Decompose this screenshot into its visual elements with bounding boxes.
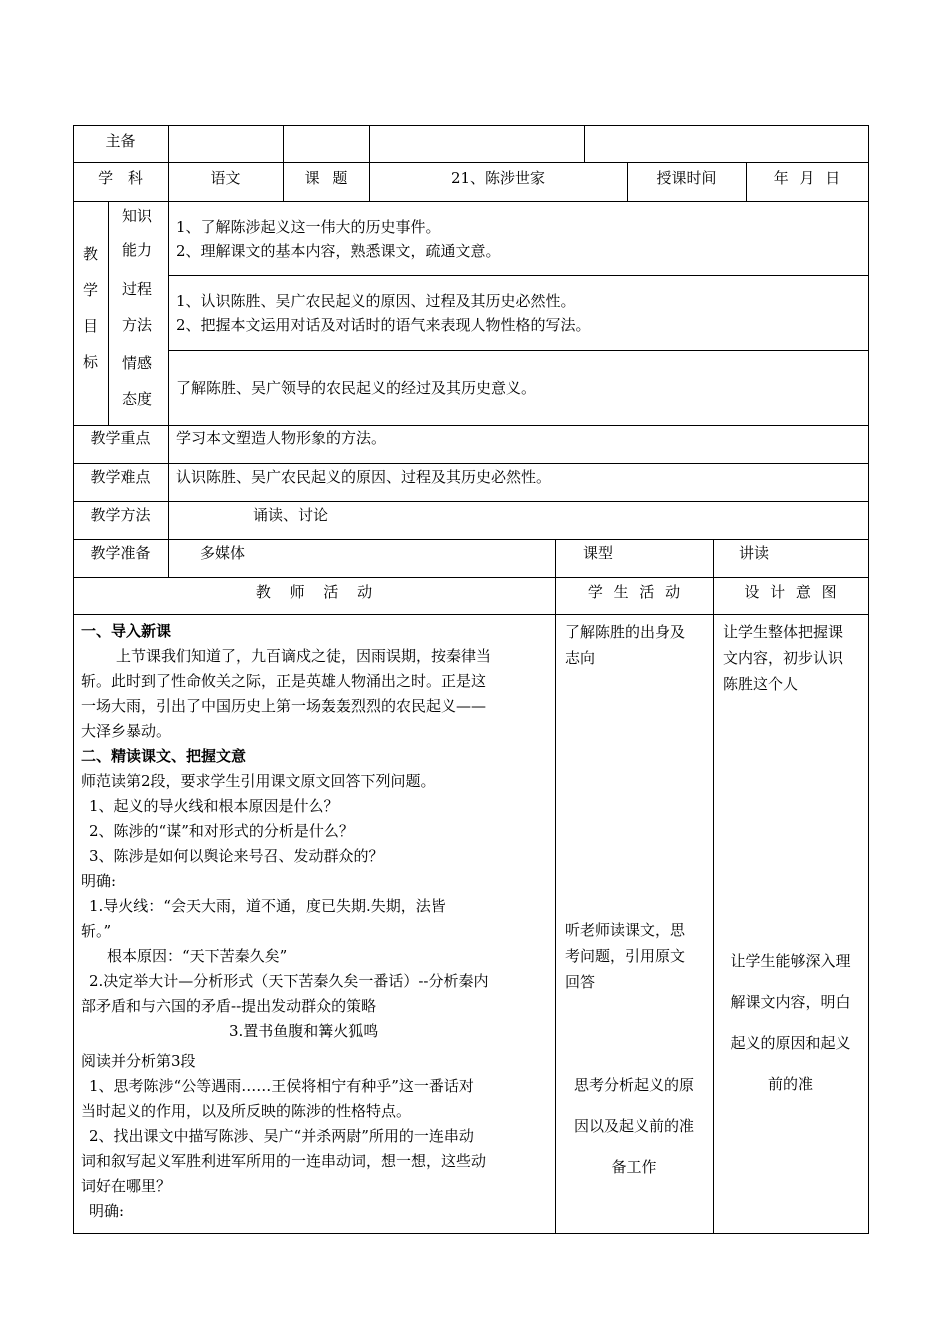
topic-label: 课 题	[304, 169, 348, 187]
section-2-line: 1.导火线：“会天大雨，道不通，度已失期.失期，法皆	[89, 897, 446, 915]
topic-value: 21、陈涉世家	[450, 169, 546, 187]
section-2-line: 明确:	[81, 872, 117, 890]
student-line: 考问题，引用原文	[565, 947, 686, 965]
key-point-value: 学习本文塑造人物形象的方法。	[176, 429, 387, 447]
section-3-line: 阅读并分析第3段	[81, 1052, 196, 1070]
section-3-line: 1、思考陈涉“公等遇雨……王侯将相宁有种乎”这一番话对	[89, 1077, 474, 1095]
design-intent-block-1	[723, 619, 843, 697]
emotion-label-1: 情感	[122, 354, 153, 372]
design-line: 解课文内容，明白	[730, 993, 851, 1011]
section-2-line: 3.置书鱼腹和篝火狐鸣	[229, 1022, 379, 1040]
section-2-line: 部矛盾和与六国的矛盾--提出发动群众的策略	[81, 997, 377, 1015]
section-1-line: 上节课我们知道了，九百谪戍之徒，因雨误期，按秦律当	[116, 647, 492, 665]
section-2-line: 3、陈涉是如何以舆论来号召、发动群众的？	[89, 847, 384, 865]
teacher-activity-header: 教 师 活 动	[255, 583, 373, 601]
design-line: 让学生能够深入理	[730, 952, 851, 970]
section-3-line: 词好在哪里？	[81, 1177, 172, 1195]
section-1-line: 斩。此时到了性命攸关之际，正是英雄人物涌出之时。正是这	[81, 672, 487, 690]
section-3-line: 明确:	[89, 1202, 125, 1220]
objective-char-4: 标	[83, 353, 99, 371]
student-line: 了解陈胜的出身及	[565, 623, 686, 641]
time-value: 年 月 日	[773, 169, 841, 187]
student-line: 思考分析起义的原	[573, 1076, 694, 1094]
student-activity-block-1	[565, 619, 685, 671]
knowledge-label-2: 能力	[122, 241, 153, 259]
objective-char-2: 学	[83, 281, 99, 299]
teacher-activity	[81, 619, 551, 1224]
student-line: 因以及起义前的准	[573, 1117, 694, 1135]
section-1-title: 一、导入新课	[81, 622, 172, 640]
lesson-type-value: 讲读	[739, 544, 770, 562]
student-line: 备工作	[611, 1158, 657, 1176]
design-line: 让学生整体把握课	[723, 623, 844, 641]
method-label: 教学方法	[90, 506, 151, 524]
student-line: 志向	[565, 649, 596, 667]
section-2-line: 2、陈涉的“谋”和对形式的分析是什么？	[89, 822, 354, 840]
student-activity-block-2	[565, 917, 685, 995]
student-activity-header: 学 生 活 动	[587, 583, 681, 601]
section-1-line: 大泽乡暴动。	[81, 722, 172, 740]
design-intent-header: 设 计 意 图	[744, 583, 837, 601]
student-line: 回答	[565, 973, 596, 991]
design-line: 陈胜这个人	[723, 675, 799, 693]
section-1-line: 一场大雨，引出了中国历史上第一场轰轰烈烈的农民起义——	[81, 697, 487, 715]
prep-label: 教学准备	[90, 544, 151, 562]
process-label-1: 过程	[122, 280, 153, 298]
key-point-label: 教学重点	[90, 429, 151, 447]
process-item-2: 2、把握本文运用对话及对话时的语气来表现人物性格的写法。	[176, 316, 591, 334]
difficulty-value: 认识陈胜、吴广农民起义的原因、过程及其历史必然性。	[176, 468, 552, 486]
design-line: 起义的原因和起义	[730, 1034, 851, 1052]
process-item-1: 1、认识陈胜、吴广农民起义的原因、过程及其历史必然性。	[176, 292, 576, 310]
design-intent-block-2	[713, 941, 868, 1105]
section-3-line: 2、找出课文中描写陈涉、吴广“并杀两尉”所用的一连串动	[89, 1127, 474, 1145]
knowledge-label-1: 知识	[122, 207, 153, 225]
emotion-text: 了解陈胜、吴广领导的农民起义的经过及其历史意义。	[176, 379, 537, 397]
emotion-label-2: 态度	[122, 390, 153, 408]
section-3-line: 当时起义的作用，以及所反映的陈涉的性格特点。	[81, 1102, 412, 1120]
prep-value: 多媒体	[200, 544, 246, 562]
subject-label: 学 科	[98, 169, 143, 187]
lesson-type-label: 课型	[583, 544, 614, 562]
method-value: 诵读、讨论	[253, 506, 329, 524]
subject-value: 语文	[210, 169, 241, 187]
student-activity-block-3	[555, 1065, 713, 1188]
design-line: 文内容，初步认识	[723, 649, 844, 667]
section-3-line: 词和叙写起义军胜利进军所用的一连串动词，想一想，这些动	[81, 1152, 487, 1170]
objective-char-1: 教	[83, 245, 99, 263]
design-line: 前的准	[767, 1075, 813, 1093]
section-2-line: 斩。”	[81, 922, 112, 940]
student-line: 听老师读课文，思	[565, 921, 686, 939]
time-label: 授课时间	[656, 169, 717, 187]
section-2-line: 1、起义的导火线和根本原因是什么？	[89, 797, 339, 815]
section-2-line: 根本原因：“天下苦秦久矣”	[107, 947, 288, 965]
difficulty-label: 教学难点	[90, 468, 151, 486]
section-2-line: 2.决定举大计—分析形式（天下苦秦久矣一番话）--分析秦内	[89, 972, 489, 990]
zhubei-label: 主备	[105, 132, 136, 150]
knowledge-item-1: 1、了解陈涉起义这一伟大的历史事件。	[176, 218, 441, 236]
knowledge-item-2: 2、理解课文的基本内容，熟悉课文，疏通文意。	[176, 242, 501, 260]
objective-char-3: 目	[83, 317, 99, 335]
section-2-title: 二、精读课文、把握文意	[81, 747, 247, 765]
section-2-line: 师范读第2段，要求学生引用课文原文回答下列问题。	[81, 772, 436, 790]
process-label-2: 方法	[122, 316, 153, 334]
